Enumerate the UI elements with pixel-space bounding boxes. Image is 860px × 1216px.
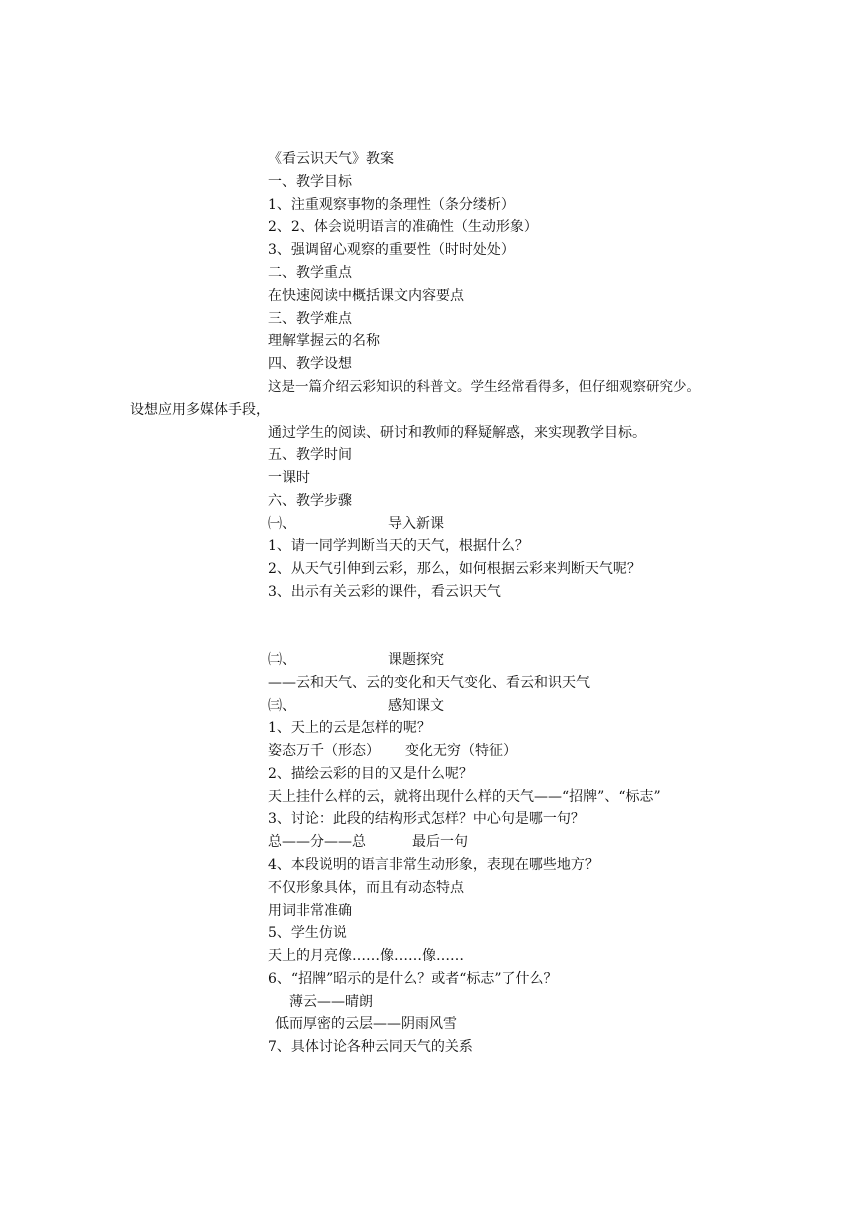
text-line: 一课时 <box>268 470 310 486</box>
text-line: 1、注重观察事物的条理性（条分缕析） <box>268 197 515 213</box>
step-number: ㈠、 <box>268 516 296 532</box>
text-line: 姿态万千（形态） <box>268 743 380 759</box>
text-line: 3、讨论：此段的结构形式怎样？中心句是哪一句？ <box>268 811 585 827</box>
text-line: 通过学生的阅读、研讨和教师的释疑解惑，来实现教学目标。 <box>268 425 646 441</box>
text-line: 薄云——晴朗 <box>289 994 373 1010</box>
step-title: 课题探究 <box>388 652 444 668</box>
text-line: 天上挂什么样的云，就将出现什么样的天气——“招牌”、“标志” <box>268 789 661 805</box>
text-line: 天上的月亮像……像……像…… <box>268 948 464 964</box>
text-line: 理解掌握云的名称 <box>268 333 380 349</box>
text-line: 最后一句 <box>412 834 468 850</box>
text-line: 3、出示有关云彩的课件，看云识天气 <box>268 584 501 600</box>
text-line: 3、强调留心观察的重要性（时时处处） <box>268 242 515 258</box>
text-line: 用词非常准确 <box>268 903 352 919</box>
text-line: 5、学生仿说 <box>268 925 347 941</box>
text-line: 4、本段说明的语言非常生动形象，表现在哪些地方？ <box>268 857 599 873</box>
step-number: ㈡、 <box>268 652 296 668</box>
section-heading: 三、教学难点 <box>268 311 352 327</box>
text-line: ——云和天气、云的变化和天气变化、看云和识天气 <box>268 675 590 691</box>
text-line: 2、2、体会说明语言的准确性（生动形象） <box>268 219 538 235</box>
section-heading: 四、教学设想 <box>268 356 352 372</box>
text-line: 低而厚密的云层——阴雨风雪 <box>275 1016 457 1032</box>
section-heading: 二、教学重点 <box>268 265 352 281</box>
step-title: 感知课文 <box>388 698 444 714</box>
text-line: 设想应用多媒体手段， <box>130 402 270 418</box>
step-number: ㈢、 <box>268 698 296 714</box>
text-line: 2、从天气引伸到云彩，那么，如何根据云彩来判断天气呢？ <box>268 561 641 577</box>
text-line: 6、“招牌”昭示的是什么？或者“标志”了什么？ <box>268 971 558 987</box>
text-line: 不仅形象具体，而且有动态特点 <box>268 880 464 896</box>
text-line: 总——分——总 <box>268 834 366 850</box>
text-line: 这是一篇介绍云彩知识的科普文。学生经常看得多，但仔细观察研究少。 <box>268 379 700 395</box>
text-line: 2、描绘云彩的目的又是什么呢？ <box>268 766 473 782</box>
section-heading: 一、教学目标 <box>268 174 352 190</box>
text-line: 7、具体讨论各种云同天气的关系 <box>268 1039 473 1055</box>
section-heading: 六、教学步骤 <box>268 493 352 509</box>
text-line: 1、请一同学判断当天的天气，根据什么？ <box>268 538 529 554</box>
text-line: 变化无穷（特征） <box>405 743 517 759</box>
text-line: 在快速阅读中概括课文内容要点 <box>268 288 464 304</box>
document-title: 《看云识天气》教案 <box>268 151 394 167</box>
step-title: 导入新课 <box>388 516 444 532</box>
text-line: 1、天上的云是怎样的呢？ <box>268 720 431 736</box>
section-heading: 五、教学时间 <box>268 447 352 463</box>
